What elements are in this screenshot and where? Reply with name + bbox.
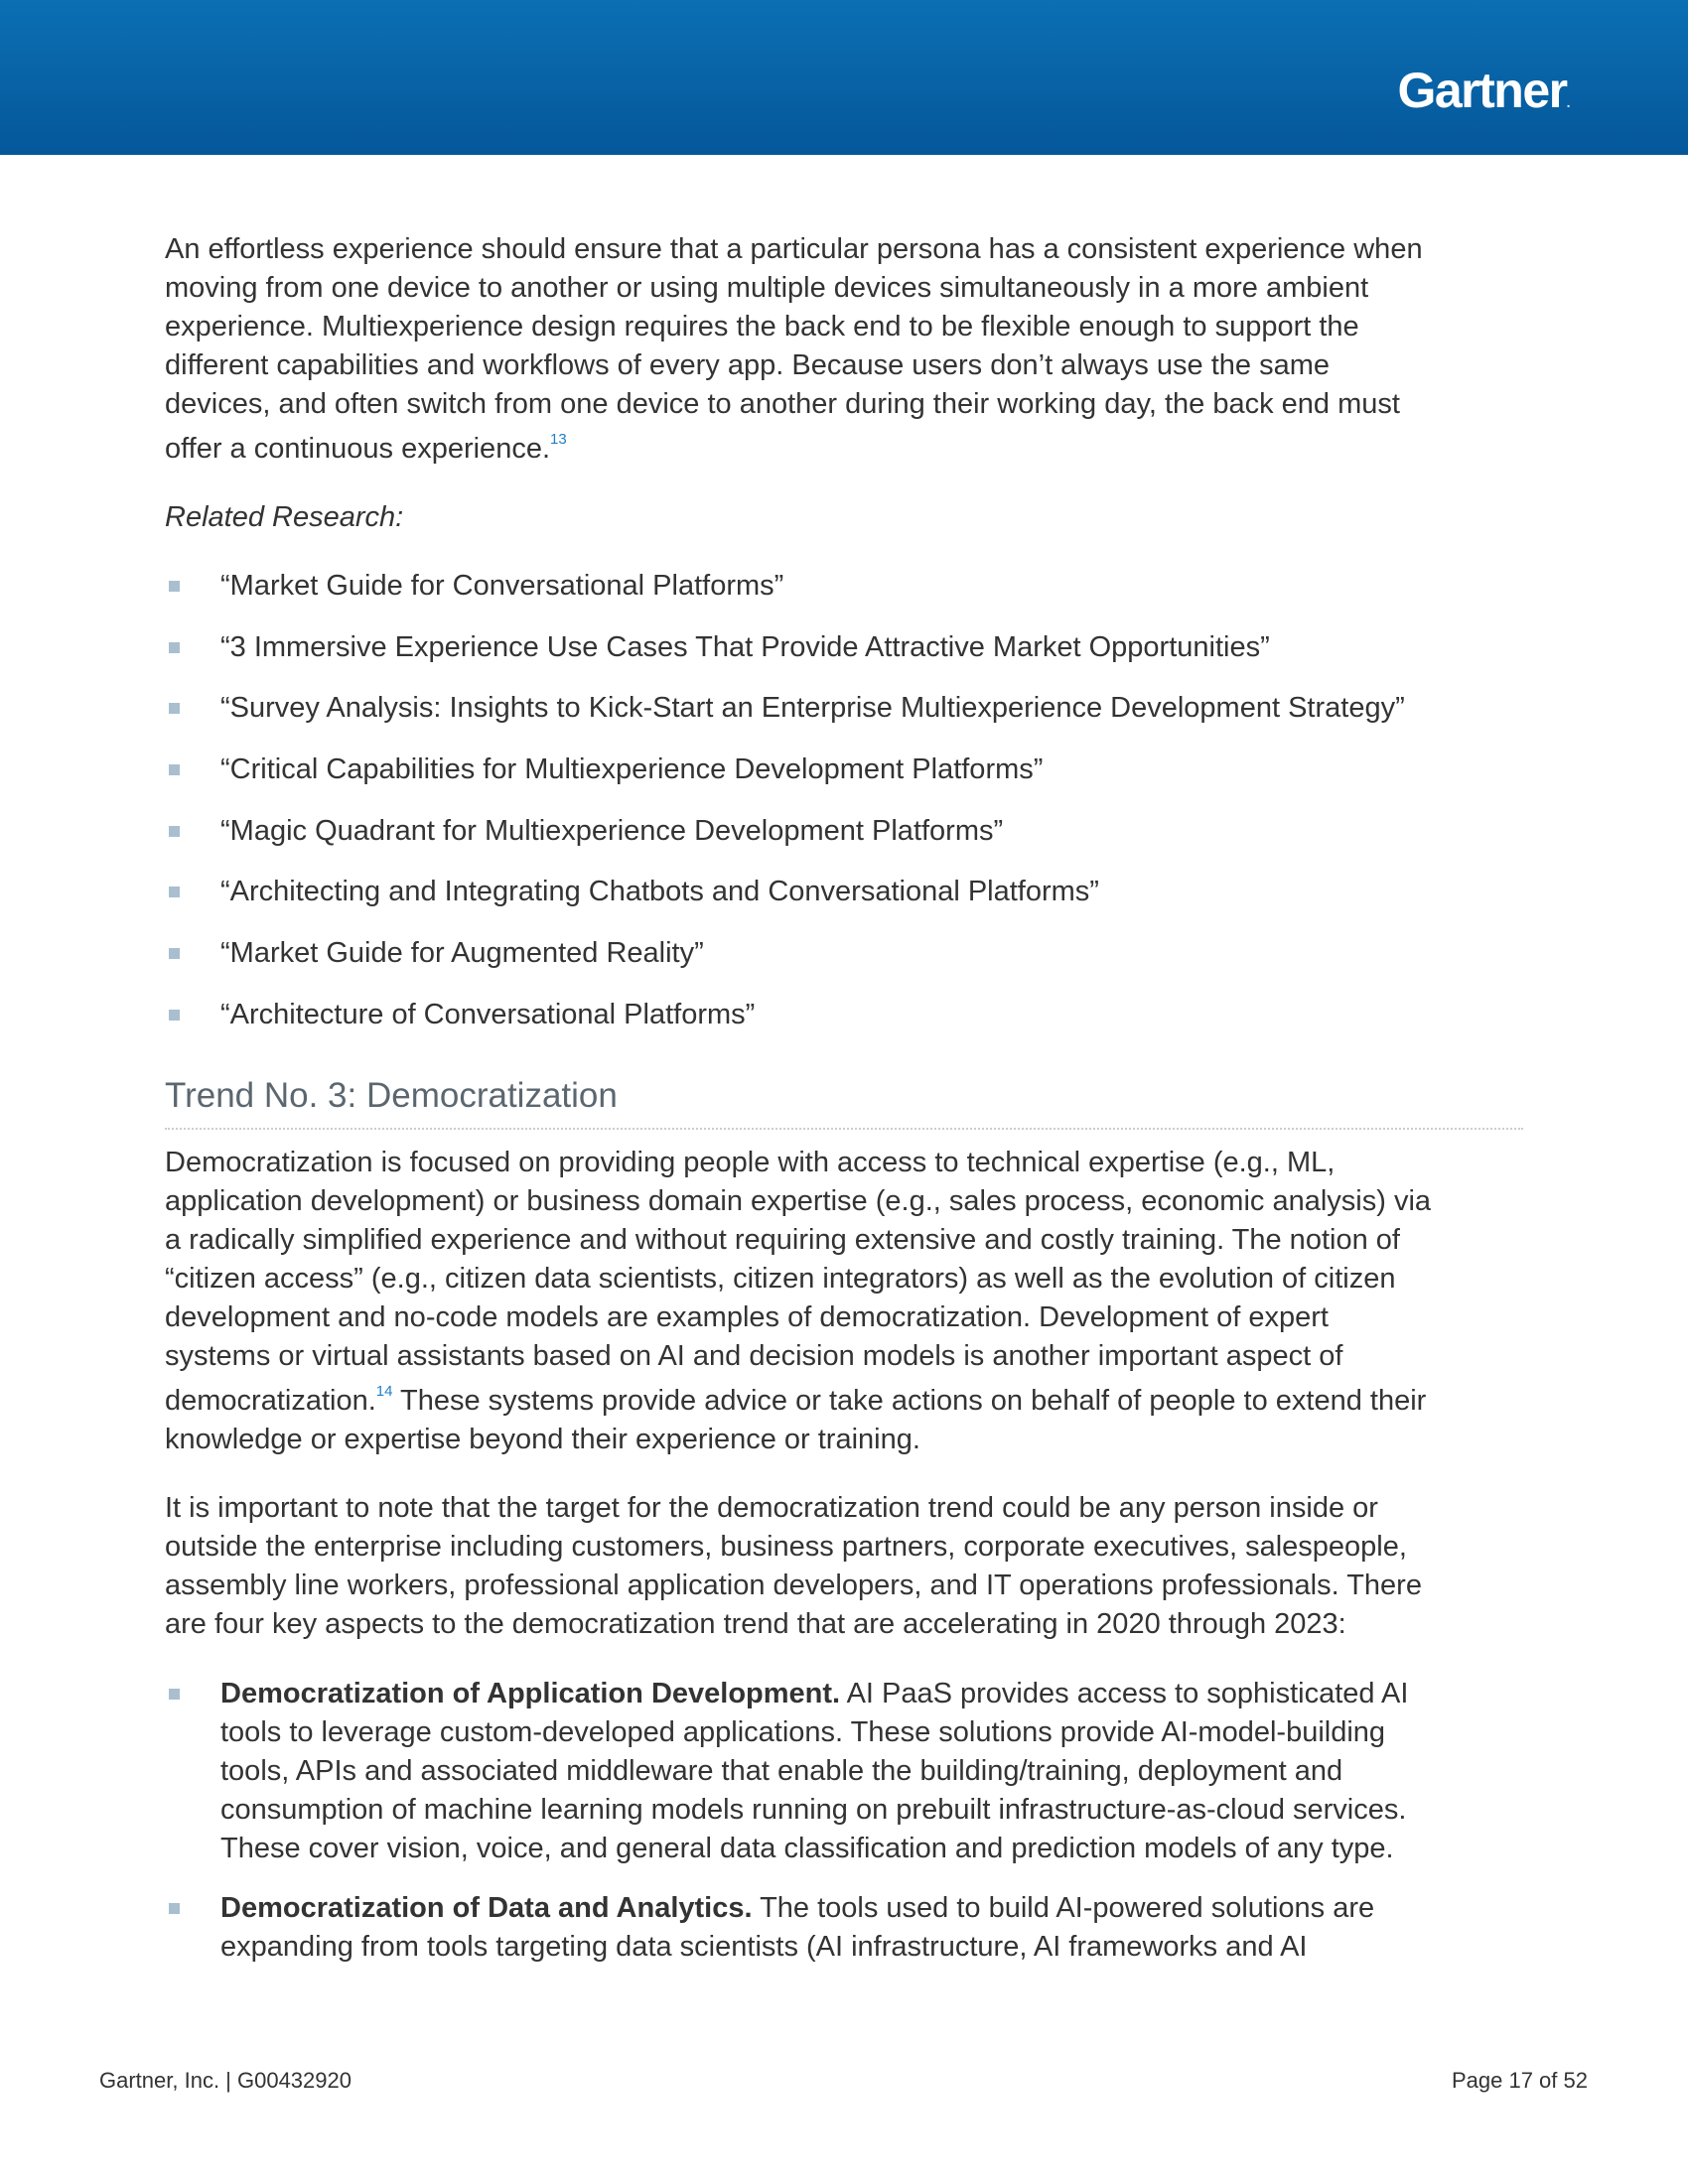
text-line: “citizen access” (e.g., citizen data scientists, citizen integrators) as well as the evolution of citizen [165, 1263, 1396, 1295]
text-line: moving from one device to another or using multiple devices simultaneously in a more ambient [165, 272, 1369, 304]
text-line: experience. Multiexperience design requires the back end to be flexible enough to support the [165, 311, 1359, 342]
footer-page-number: Page 17 of 52 [1451, 2068, 1588, 2093]
bullet-square-icon [169, 1903, 180, 1914]
bullet-square-icon [169, 948, 180, 959]
text-line: tools to leverage custom-developed applications. These solutions provide AI-model-building [220, 1716, 1386, 1748]
text-line [165, 1382, 1431, 1421]
text-line: a radically simplified experience and without requiring extensive and costly training. The notion of [165, 1224, 1400, 1256]
research-link[interactable]: “Architecture of Conversational Platforms” [220, 999, 756, 1030]
text-line: These cover vision, voice, and general data classification and prediction models of any type. [220, 1833, 1394, 1864]
bullet-square-icon [169, 826, 180, 837]
research-link[interactable]: “Critical Capabilities for Multiexperience Development Platforms” [220, 753, 1044, 785]
footnote-link[interactable]: 14 [375, 1383, 393, 1400]
text-line: consumption of machine learning models running on prebuilt infrastructure-as-cloud services. [220, 1794, 1407, 1826]
bullet-square-icon [169, 1689, 180, 1700]
research-link[interactable]: “Survey Analysis: Insights to Kick-Start an Enterprise Multiexperience Development Strategy” [220, 692, 1405, 724]
bullet-square-icon [169, 887, 180, 897]
text-line: application development) or business domain expertise (e.g., sales process, economic analysis) via [165, 1185, 1432, 1217]
text-line [220, 1675, 1408, 1713]
text-line: An effortless experience should ensure that a particular persona has a consistent experience when [165, 233, 1423, 265]
research-link[interactable]: “Market Guide for Augmented Reality” [220, 937, 704, 969]
section-heading: Trend No. 3: Democratization [165, 1076, 618, 1115]
text-line: development and no-code models are examples of democratization. Development of expert [165, 1301, 1329, 1333]
text-fragment: democratization. [165, 1385, 376, 1417]
text-line: devices, and often switch from one device to another during their working day, the back end must [165, 388, 1400, 420]
bullet-square-icon [169, 642, 180, 653]
text-line: outside the enterprise including customers, business partners, corporate executives, salespeople, [165, 1531, 1407, 1563]
text-line: are four key aspects to the democratization trend that are accelerating in 2020 through 2023: [165, 1608, 1346, 1640]
text-line: It is important to note that the target for the democratization trend could be any person inside or [165, 1492, 1378, 1524]
text-line: expanding from tools targeting data scientists (AI infrastructure, AI frameworks and AI [220, 1931, 1308, 1963]
bullet-title: Democratization of Data and Analytics. [220, 1892, 753, 1924]
bullet-text [220, 1675, 1408, 1868]
text-line [220, 1889, 1374, 1928]
research-link[interactable]: “Market Guide for Conversational Platforms” [220, 570, 784, 602]
research-link[interactable]: “3 Immersive Experience Use Cases That Provide Attractive Market Opportunities” [220, 631, 1270, 663]
research-link[interactable]: “Architecting and Integrating Chatbots and Conversational Platforms” [220, 876, 1099, 907]
text-fragment: These systems provide advice or take actions on behalf of people to extend their [392, 1385, 1427, 1417]
bullet-text [220, 1889, 1374, 1967]
text-line: Democratization is focused on providing people with access to technical expertise (e.g., ML, [165, 1147, 1336, 1178]
logo-dot: . [1566, 94, 1569, 110]
bullet-square-icon [169, 703, 180, 714]
gartner-logo [1397, 62, 1569, 119]
bullet-square-icon [169, 581, 180, 592]
text-line [165, 430, 1423, 469]
bullet-square-icon [169, 764, 180, 775]
research-link[interactable]: “Magic Quadrant for Multiexperience Development Platforms” [220, 815, 1004, 847]
text-line: different capabilities and workflows of every app. Because users don’t always use the same [165, 349, 1330, 381]
logo-text: Gartner [1397, 63, 1567, 118]
text-fragment: The tools used to build AI-powered solutions are [752, 1892, 1375, 1924]
bullet-title: Democratization of Application Development. [220, 1678, 841, 1709]
page-header [0, 0, 1688, 155]
footer-doc-id: Gartner, Inc. | G00432920 [99, 2068, 352, 2093]
paragraph-multiexperience [165, 230, 1423, 469]
text-fragment: AI PaaS provides access to sophisticated AI [840, 1678, 1409, 1709]
related-research-label: Related Research: [165, 501, 404, 533]
dotted-divider [165, 1128, 1523, 1130]
text-line: knowledge or expertise beyond their experience or training. [165, 1424, 920, 1455]
text-line: assembly line workers, professional application developers, and IT operations professionals. There [165, 1570, 1422, 1601]
bullet-square-icon [169, 1010, 180, 1021]
text-line: systems or virtual assistants based on AI and decision models is another important aspect of [165, 1340, 1343, 1372]
footnote-link[interactable]: 13 [550, 431, 567, 448]
paragraph-target [165, 1489, 1422, 1644]
text-fragment: offer a continuous experience. [165, 433, 551, 465]
paragraph-democratization [165, 1144, 1431, 1459]
text-line: tools, APIs and associated middleware that enable the building/training, deployment and [220, 1755, 1343, 1787]
